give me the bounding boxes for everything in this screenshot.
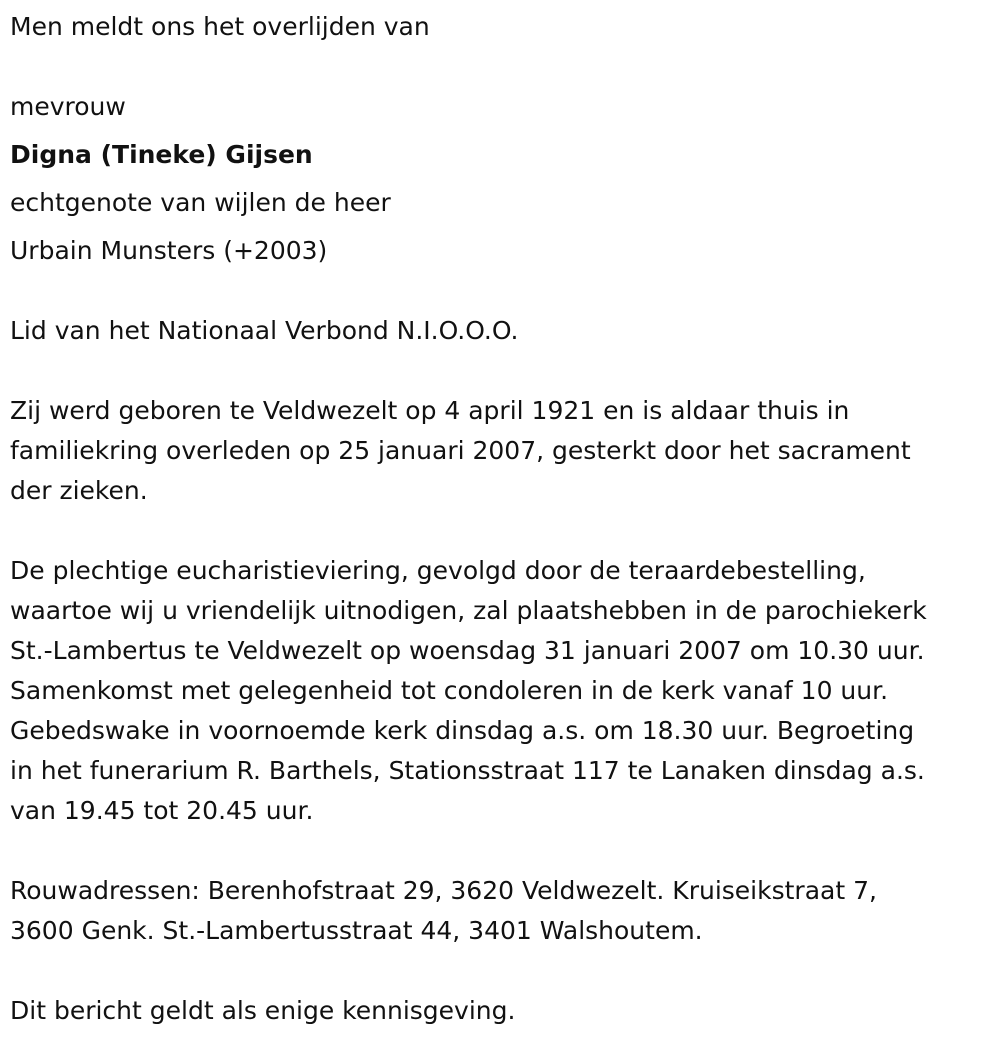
closing-text: Dit bericht geldt als enige kennisgeving. [10, 996, 516, 1025]
birth-line: Zij werd geboren te Veldwezelt op 4 april 1921 en is aldaar thuis in [10, 396, 850, 425]
birth-line: der zieken. [10, 476, 148, 505]
birth-paragraph [10, 391, 995, 511]
birth-line: familiekring overleden op 25 januari 2007, gesterkt door het sacrament [10, 436, 911, 465]
deceased-name: Digna (Tineke) Gijsen [10, 140, 313, 169]
ceremony-line: De plechtige eucharistieviering, gevolgd door de teraardebestelling, [10, 556, 866, 585]
honorific: mevrouw [10, 92, 126, 121]
spouse-line-2: Urbain Munsters (+2003) [10, 236, 328, 265]
ceremony-line: in het funerarium R. Barthels, Stationsstraat 117 te Lanaken dinsdag a.s. [10, 756, 925, 785]
address-line: Rouwadressen: Berenhofstraat 29, 3620 Veldwezelt. Kruiseikstraat 7, [10, 876, 877, 905]
spacer [10, 351, 990, 391]
addresses-paragraph [10, 871, 995, 951]
spouse-line-1: echtgenote van wijlen de heer [10, 188, 391, 217]
ceremony-line: Gebedswake in voornoemde kerk dinsdag a.s. om 18.30 uur. Begroeting [10, 716, 915, 745]
intro-text: Men meldt ons het overlijden van [10, 12, 430, 41]
membership-text: Lid van het Nationaal Verbond N.I.O.O.O. [10, 316, 519, 345]
spacer [10, 271, 990, 311]
ceremony-line: Samenkomst met gelegenheid tot condoleren in de kerk vanaf 10 uur. [10, 676, 889, 705]
ceremony-line: van 19.45 tot 20.45 uur. [10, 796, 314, 825]
spacer [10, 831, 990, 871]
spacer [10, 511, 990, 551]
spacer [10, 47, 990, 87]
ceremony-paragraph [10, 551, 995, 831]
ceremony-line: waartoe wij u vriendelijk uitnodigen, zal plaatshebben in de parochiekerk [10, 596, 927, 625]
ceremony-line: St.-Lambertus te Veldwezelt op woensdag 31 januari 2007 om 10.30 uur. [10, 636, 925, 665]
address-line: 3600 Genk. St.-Lambertusstraat 44, 3401 Walshoutem. [10, 916, 703, 945]
spacer [10, 951, 990, 991]
